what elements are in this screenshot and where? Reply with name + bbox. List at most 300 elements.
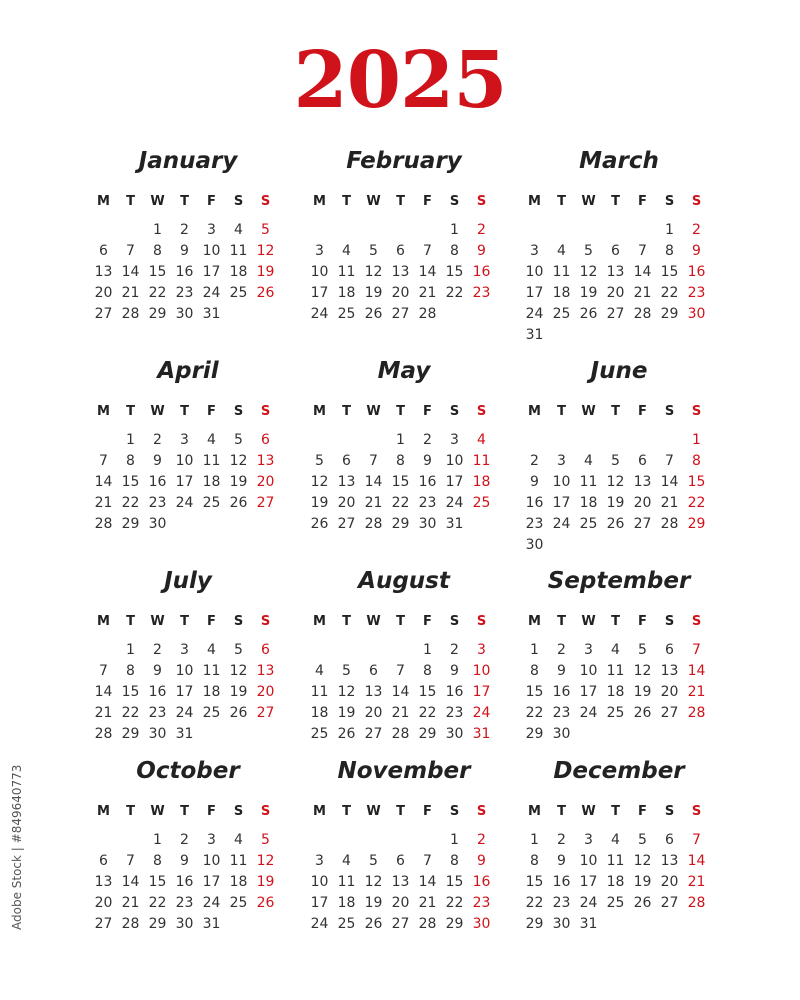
empty-cell (360, 640, 387, 661)
weekday-label: W (150, 194, 165, 209)
day-cell: 22 (121, 705, 140, 721)
day-cell: 11 (202, 453, 221, 469)
day-cell: 24 (552, 516, 571, 532)
week-row (306, 451, 502, 472)
day-cell: 1 (450, 222, 459, 238)
month-name: June (590, 358, 648, 384)
day-cell: 24 (310, 916, 329, 932)
weekday-label: T (611, 804, 620, 819)
weekday-label: S (233, 404, 244, 419)
day-cell: 2 (692, 222, 701, 238)
week-row (306, 472, 502, 493)
empty-cell (575, 724, 602, 745)
day-cell: 8 (450, 243, 459, 259)
day-cell: 29 (148, 916, 167, 932)
weekday-label: S (260, 194, 271, 209)
day-cell: 9 (477, 243, 486, 259)
weekday-header (521, 612, 717, 640)
weekday-label: T (180, 404, 189, 419)
empty-cell (683, 535, 710, 556)
week-row (521, 493, 717, 514)
weekday-label: S (233, 614, 244, 629)
empty-cell (90, 430, 117, 451)
weekday-label: T (180, 614, 189, 629)
day-cell: 1 (665, 222, 674, 238)
day-cell: 11 (229, 243, 248, 259)
day-cell: 7 (665, 453, 674, 469)
day-cell: 23 (418, 495, 437, 511)
empty-cell (575, 430, 602, 451)
day-cell: 25 (202, 705, 221, 721)
day-cell: 8 (692, 453, 701, 469)
day-cell: 6 (665, 832, 674, 848)
day-cell: 27 (256, 495, 275, 511)
day-cell: 16 (552, 874, 571, 890)
day-cell: 10 (472, 663, 491, 679)
day-cell: 30 (552, 726, 571, 742)
empty-cell (602, 724, 629, 745)
day-cell: 29 (121, 726, 140, 742)
weekday-label: M (97, 194, 110, 209)
weekday-label: S (664, 804, 675, 819)
day-cell: 6 (342, 453, 351, 469)
weekday-label: W (150, 404, 165, 419)
weekday-label: S (476, 614, 487, 629)
weekday-header (306, 802, 502, 830)
weekday-label: M (313, 194, 326, 209)
day-cell: 13 (94, 874, 113, 890)
empty-cell (629, 535, 656, 556)
day-cell: 31 (525, 327, 544, 343)
day-cell: 20 (660, 684, 679, 700)
weekday-header (90, 612, 286, 640)
day-cell: 21 (121, 285, 140, 301)
weekday-label: M (528, 804, 541, 819)
day-cell: 30 (687, 306, 706, 322)
day-cell: 29 (121, 516, 140, 532)
empty-cell (360, 430, 387, 451)
day-cell: 8 (126, 663, 135, 679)
empty-cell (548, 325, 575, 346)
week-row (306, 872, 502, 893)
day-cell: 4 (477, 432, 486, 448)
day-cell: 24 (525, 306, 544, 322)
day-cell: 19 (633, 684, 652, 700)
day-cell: 28 (121, 916, 140, 932)
weekday-label: T (557, 404, 566, 419)
empty-cell (333, 640, 360, 661)
week-row (90, 514, 286, 535)
day-cell: 25 (229, 895, 248, 911)
week-row (306, 514, 502, 535)
day-cell: 15 (121, 684, 140, 700)
day-cell: 8 (530, 663, 539, 679)
day-cell: 13 (256, 663, 275, 679)
week-row (521, 283, 717, 304)
day-cell: 16 (525, 495, 544, 511)
weekday-label: T (126, 404, 135, 419)
day-cell: 17 (552, 495, 571, 511)
day-cell: 14 (364, 474, 383, 490)
weekday-header (521, 802, 717, 830)
day-cell: 10 (310, 874, 329, 890)
week-row (521, 661, 717, 682)
day-cell: 14 (633, 264, 652, 280)
day-cell: 12 (606, 474, 625, 490)
day-cell: 10 (579, 853, 598, 869)
day-cell: 18 (310, 705, 329, 721)
day-cell: 18 (606, 874, 625, 890)
day-cell: 26 (310, 516, 329, 532)
day-cell: 20 (391, 285, 410, 301)
weekday-header (90, 402, 286, 430)
week-row (306, 220, 502, 241)
day-cell: 26 (256, 895, 275, 911)
day-grid (521, 612, 717, 745)
empty-cell (629, 325, 656, 346)
day-cell: 29 (418, 726, 437, 742)
weekday-label: S (449, 804, 460, 819)
day-grid (306, 612, 502, 745)
month-name: November (337, 758, 471, 784)
day-cell: 12 (633, 853, 652, 869)
day-grid (521, 402, 717, 556)
empty-cell (656, 325, 683, 346)
week-row (90, 914, 286, 935)
day-cell: 3 (207, 832, 216, 848)
month-name: February (346, 148, 462, 174)
day-cell: 11 (606, 663, 625, 679)
day-cell: 6 (369, 663, 378, 679)
week-row (90, 640, 286, 661)
weekday-label: T (126, 194, 135, 209)
day-cell: 25 (337, 306, 356, 322)
day-cell: 13 (364, 684, 383, 700)
empty-cell (683, 914, 710, 935)
day-cell: 28 (687, 895, 706, 911)
day-cell: 19 (229, 684, 248, 700)
empty-cell (629, 430, 656, 451)
day-cell: 22 (391, 495, 410, 511)
day-cell: 1 (126, 432, 135, 448)
empty-cell (602, 535, 629, 556)
day-cell: 8 (423, 663, 432, 679)
day-cell: 17 (579, 684, 598, 700)
weekday-label: S (691, 804, 702, 819)
day-cell: 13 (391, 874, 410, 890)
day-cell: 20 (391, 895, 410, 911)
day-cell: 21 (121, 895, 140, 911)
day-cell: 23 (525, 516, 544, 532)
day-cell: 29 (391, 516, 410, 532)
day-cell: 11 (337, 874, 356, 890)
day-cell: 20 (256, 684, 275, 700)
day-cell: 3 (477, 642, 486, 658)
day-cell: 27 (391, 916, 410, 932)
day-cell: 29 (445, 916, 464, 932)
week-row (306, 661, 502, 682)
day-cell: 15 (445, 874, 464, 890)
day-cell: 13 (633, 474, 652, 490)
weekday-label: T (611, 404, 620, 419)
weekday-label: S (260, 404, 271, 419)
empty-cell (333, 220, 360, 241)
week-row (90, 430, 286, 451)
empty-cell (521, 220, 548, 241)
weekday-label: W (366, 194, 381, 209)
weekday-label: T (126, 614, 135, 629)
day-cell: 5 (638, 832, 647, 848)
day-cell: 22 (660, 285, 679, 301)
day-cell: 4 (584, 453, 593, 469)
day-cell: 24 (175, 495, 194, 511)
day-cell: 25 (579, 516, 598, 532)
day-cell: 23 (175, 895, 194, 911)
empty-cell (360, 830, 387, 851)
week-row (90, 661, 286, 682)
day-cell: 6 (638, 453, 647, 469)
day-cell: 20 (660, 874, 679, 890)
day-cell: 21 (633, 285, 652, 301)
week-row (306, 682, 502, 703)
empty-cell (225, 914, 252, 935)
weekday-label: W (581, 614, 596, 629)
day-cell: 15 (445, 264, 464, 280)
day-cell: 5 (261, 222, 270, 238)
day-grid (306, 802, 502, 935)
day-cell: 3 (315, 853, 324, 869)
week-row (90, 893, 286, 914)
day-cell: 5 (234, 642, 243, 658)
day-cell: 28 (364, 516, 383, 532)
empty-cell (252, 914, 279, 935)
day-cell: 4 (234, 832, 243, 848)
week-row (521, 703, 717, 724)
day-cell: 14 (660, 474, 679, 490)
year-title: 2025 (293, 35, 507, 126)
day-cell: 28 (687, 705, 706, 721)
week-row (90, 493, 286, 514)
day-cell: 23 (148, 705, 167, 721)
week-row (306, 283, 502, 304)
day-cell: 28 (660, 516, 679, 532)
day-cell: 19 (229, 474, 248, 490)
day-cell: 27 (94, 916, 113, 932)
week-row (306, 893, 502, 914)
weekday-label: T (611, 614, 620, 629)
day-cell: 22 (445, 285, 464, 301)
day-cell: 15 (418, 684, 437, 700)
day-cell: 1 (692, 432, 701, 448)
weekday-label: M (313, 804, 326, 819)
day-cell: 29 (660, 306, 679, 322)
day-cell: 14 (687, 853, 706, 869)
day-grid (306, 402, 502, 535)
empty-cell (306, 830, 333, 851)
day-cell: 15 (121, 474, 140, 490)
day-cell: 26 (364, 916, 383, 932)
week-row (90, 724, 286, 745)
week-row (521, 451, 717, 472)
day-cell: 16 (175, 874, 194, 890)
weekday-label: S (449, 404, 460, 419)
weekday-label: F (638, 194, 647, 209)
weekday-header (306, 402, 502, 430)
empty-cell (225, 724, 252, 745)
empty-cell (252, 304, 279, 325)
day-cell: 18 (229, 874, 248, 890)
day-grid (90, 402, 286, 535)
day-cell: 6 (99, 853, 108, 869)
day-cell: 5 (638, 642, 647, 658)
day-cell: 26 (229, 495, 248, 511)
day-cell: 5 (234, 432, 243, 448)
day-cell: 28 (418, 916, 437, 932)
day-cell: 27 (94, 306, 113, 322)
day-cell: 25 (606, 705, 625, 721)
day-cell: 7 (692, 642, 701, 658)
day-cell: 23 (472, 285, 491, 301)
day-cell: 29 (525, 726, 544, 742)
day-cell: 8 (530, 853, 539, 869)
day-cell: 1 (153, 222, 162, 238)
weekday-label: W (366, 804, 381, 819)
day-cell: 2 (477, 832, 486, 848)
day-cell: 9 (692, 243, 701, 259)
empty-cell (548, 535, 575, 556)
day-cell: 3 (180, 642, 189, 658)
day-cell: 19 (364, 285, 383, 301)
day-cell: 21 (94, 495, 113, 511)
day-cell: 26 (633, 895, 652, 911)
week-row (521, 262, 717, 283)
day-cell: 16 (687, 264, 706, 280)
stock-id-watermark: Adobe Stock | #849640773 (10, 764, 24, 930)
weekday-label: T (396, 804, 405, 819)
day-cell: 15 (148, 874, 167, 890)
day-cell: 30 (445, 726, 464, 742)
day-cell: 2 (180, 832, 189, 848)
day-cell: 5 (369, 853, 378, 869)
day-cell: 26 (364, 306, 383, 322)
weekday-label: M (97, 614, 110, 629)
empty-cell (387, 220, 414, 241)
day-cell: 30 (175, 306, 194, 322)
empty-cell (548, 430, 575, 451)
day-cell: 11 (472, 453, 491, 469)
weekday-label: S (476, 804, 487, 819)
day-grid (90, 612, 286, 745)
day-cell: 18 (472, 474, 491, 490)
day-cell: 10 (445, 453, 464, 469)
day-cell: 5 (342, 663, 351, 679)
day-cell: 12 (364, 874, 383, 890)
empty-cell (333, 430, 360, 451)
day-cell: 6 (261, 642, 270, 658)
day-cell: 13 (660, 853, 679, 869)
day-cell: 5 (261, 832, 270, 848)
day-cell: 7 (692, 832, 701, 848)
day-cell: 1 (153, 832, 162, 848)
day-cell: 14 (391, 684, 410, 700)
day-cell: 22 (687, 495, 706, 511)
day-cell: 16 (445, 684, 464, 700)
weekday-label: S (260, 614, 271, 629)
week-row (90, 451, 286, 472)
week-row (306, 830, 502, 851)
month-name: December (553, 758, 685, 784)
empty-cell (602, 430, 629, 451)
week-row (90, 304, 286, 325)
day-cell: 11 (579, 474, 598, 490)
day-cell: 16 (148, 474, 167, 490)
day-cell: 18 (202, 684, 221, 700)
weekday-label: T (396, 194, 405, 209)
day-cell: 19 (633, 874, 652, 890)
weekday-label: F (638, 804, 647, 819)
day-cell: 12 (633, 663, 652, 679)
week-row (90, 830, 286, 851)
day-cell: 18 (579, 495, 598, 511)
day-cell: 20 (256, 474, 275, 490)
day-cell: 11 (202, 663, 221, 679)
day-cell: 17 (525, 285, 544, 301)
week-row (90, 872, 286, 893)
week-row (521, 830, 717, 851)
day-cell: 3 (180, 432, 189, 448)
weekday-label: M (313, 614, 326, 629)
month-name: September (547, 568, 691, 594)
weekday-label: S (664, 194, 675, 209)
week-row (521, 914, 717, 935)
week-row (521, 724, 717, 745)
day-cell: 26 (229, 705, 248, 721)
empty-cell (575, 325, 602, 346)
day-cell: 21 (364, 495, 383, 511)
day-cell: 17 (310, 285, 329, 301)
day-grid (521, 802, 717, 935)
weekday-label: S (664, 404, 675, 419)
week-row (521, 325, 717, 346)
empty-cell (656, 535, 683, 556)
day-cell: 2 (557, 642, 566, 658)
day-grid (521, 192, 717, 346)
day-cell: 9 (180, 853, 189, 869)
day-cell: 30 (552, 916, 571, 932)
empty-cell (602, 220, 629, 241)
day-cell: 7 (126, 243, 135, 259)
weekday-label: M (97, 804, 110, 819)
weekday-label: F (423, 614, 432, 629)
week-row (306, 703, 502, 724)
weekday-label: W (150, 804, 165, 819)
day-cell: 16 (472, 874, 491, 890)
week-row (521, 514, 717, 535)
day-cell: 4 (611, 832, 620, 848)
day-cell: 20 (94, 285, 113, 301)
empty-cell (683, 724, 710, 745)
day-cell: 27 (606, 306, 625, 322)
day-cell: 13 (660, 663, 679, 679)
weekday-label: S (449, 614, 460, 629)
day-cell: 17 (310, 895, 329, 911)
day-cell: 25 (472, 495, 491, 511)
week-row (90, 220, 286, 241)
day-cell: 12 (310, 474, 329, 490)
day-cell: 22 (148, 285, 167, 301)
empty-cell (575, 535, 602, 556)
day-cell: 9 (530, 474, 539, 490)
